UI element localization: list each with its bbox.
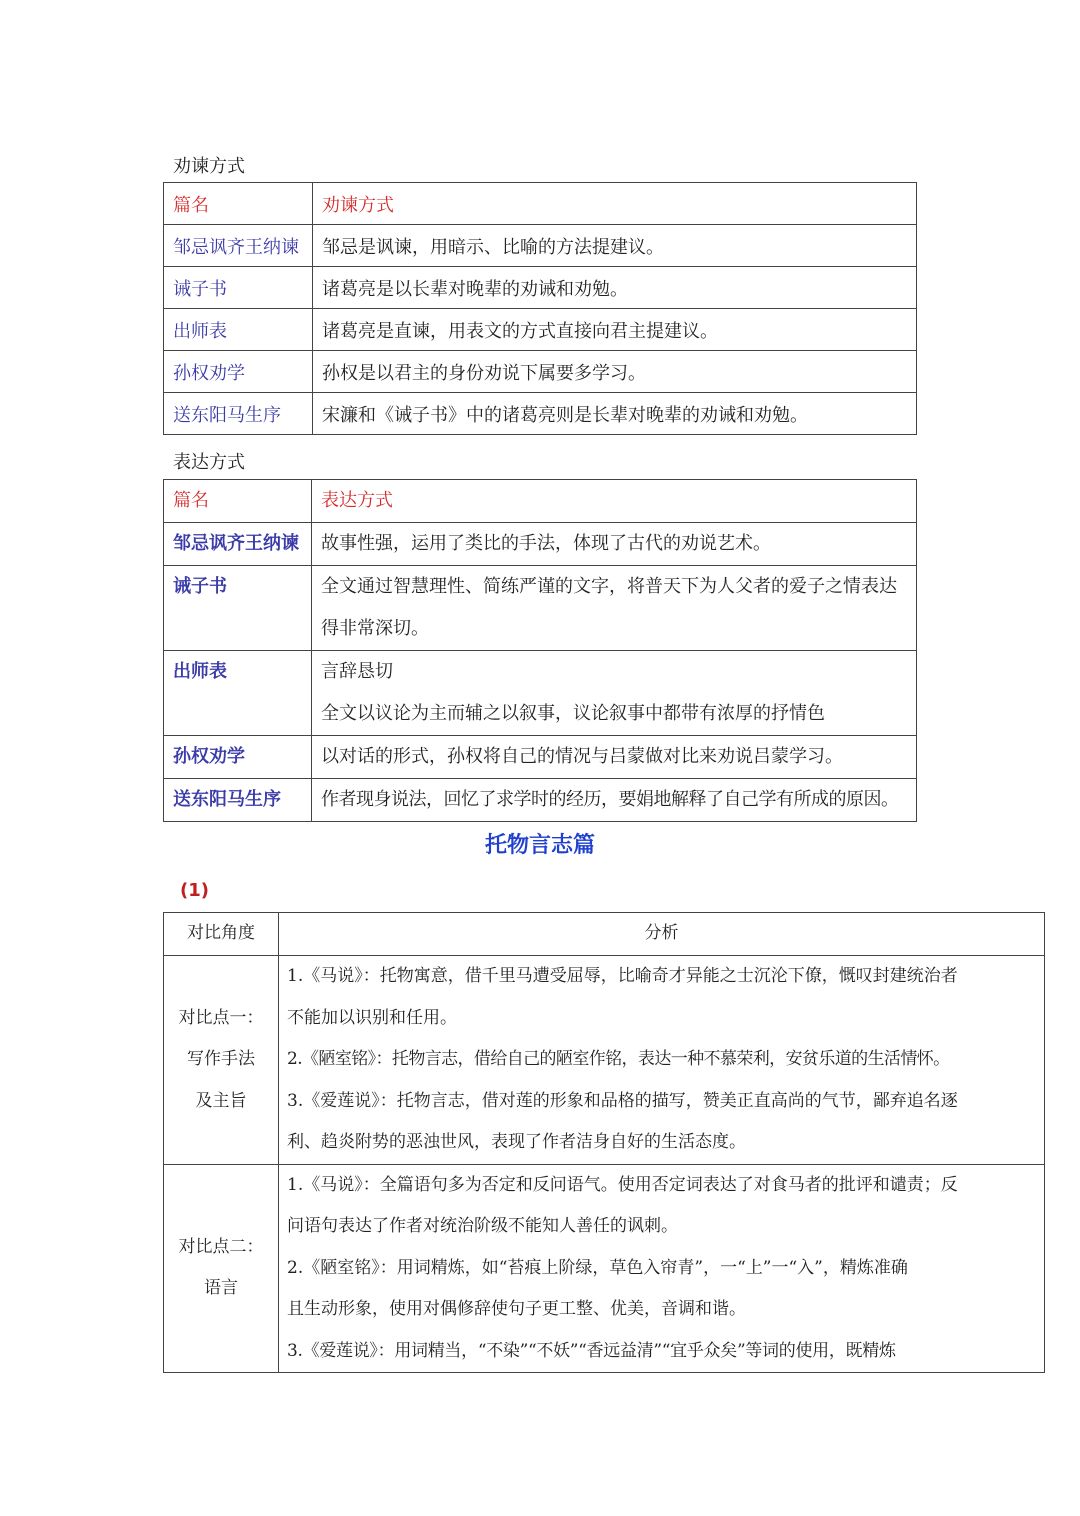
table-row	[164, 267, 917, 309]
work-title: 诫子书	[164, 267, 313, 309]
header-cell: 篇名	[164, 183, 313, 225]
text-line: 2.《陋室铭》：托物言志，借给自己的陋室作铭，表达一种不慕荣利，安贫乐道的生活情怀。	[287, 1049, 950, 1069]
comparison-label	[164, 956, 279, 1165]
section2-caption: 表达方式	[173, 452, 245, 473]
text-line: 3.《爱莲说》：用词精当，“不染”“不妖”“香远益清”“宜乎众矣”等词的使用，既精炼	[287, 1340, 896, 1361]
text-line: 1.《马说》：托物寓意，借千里马遭受屈辱，比喻奇才异能之士沉沦下僚，慨叹封建统治者	[287, 966, 958, 986]
table-header-row	[164, 913, 1045, 956]
work-title: 孙权劝学	[164, 736, 312, 779]
table-row	[164, 351, 917, 393]
table-header-row	[164, 480, 917, 523]
text-line: 以对话的形式，孙权将自己的情况与吕蒙做对比来劝说吕蒙学习。	[321, 746, 843, 767]
table-cell: 孙权是以君主的身份劝说下属要多学习。	[313, 351, 917, 393]
text-line: 故事性强，运用了类比的手法，体现了古代的劝说艺术。	[321, 533, 771, 554]
table-row	[164, 651, 917, 736]
table-cell	[312, 523, 917, 566]
text-line: 言辞恳切	[321, 661, 393, 682]
table-row	[164, 779, 917, 822]
work-title: 出师表	[164, 651, 312, 736]
table-cell: 诸葛亮是以长辈对晚辈的劝诫和劝勉。	[313, 267, 917, 309]
table-cell	[312, 779, 917, 822]
text-line: 问语句表达了作者对统治阶级不能知人善任的讽刺。	[287, 1216, 678, 1236]
work-title: 邹忌讽齐王纳谏	[164, 523, 312, 566]
header-cell: 对比角度	[164, 913, 279, 956]
table-cell	[312, 651, 917, 736]
header-cell: 表达方式	[312, 480, 917, 523]
table-cell	[312, 566, 917, 651]
text-line: 全文以议论为主而辅之以叙事，议论叙事中都带有浓厚的抒情色	[321, 703, 825, 724]
text-line: 1.《马说》：全篇语句多为否定和反问语气。使用否定词表达了对食马者的批评和谴责；反	[287, 1174, 958, 1195]
persuasion-table	[163, 182, 917, 435]
comparison-label	[164, 1164, 279, 1373]
text-line: 作者现身说法，回忆了求学时的经历，要娟地解释了自己学有所成的原因。	[321, 789, 899, 810]
label-line: 对比点二：	[178, 1236, 264, 1257]
analysis-cell	[279, 956, 1045, 1165]
table-cell: 诸葛亮是直谏，用表文的方式直接向君主提建议。	[313, 309, 917, 351]
table-cell: 宋濂和《诫子书》中的诸葛亮则是长辈对晚辈的劝诫和劝勉。	[313, 393, 917, 435]
text-line: 得非常深切。	[321, 618, 429, 639]
section-title: 托物言志篇	[484, 833, 595, 858]
label-line: 对比点一：	[178, 1007, 264, 1028]
table-cell	[312, 736, 917, 779]
work-title: 诫子书	[164, 566, 312, 651]
text-line: 且生动形象，使用对偶修辞使句子更工整、优美，音调和谐。	[287, 1299, 746, 1319]
work-title: 孙权劝学	[164, 351, 313, 393]
table-row	[164, 956, 1045, 1165]
work-title: 送东阳马生序	[164, 779, 312, 822]
section1-caption: 劝谏方式	[173, 156, 245, 177]
label-line: 及主旨	[195, 1090, 247, 1111]
table-header-row	[164, 183, 917, 225]
text-line: 3.《爱莲说》：托物言志，借对莲的形象和品格的描写，赞美正直高尚的气节，鄙弃追名逐	[287, 1090, 958, 1111]
comparison-table	[163, 912, 1045, 1373]
table-row	[164, 225, 917, 267]
table-row	[164, 393, 917, 435]
table-cell: 邹忌是讽谏，用暗示、比喻的方法提建议。	[313, 225, 917, 267]
label-line: 写作手法	[187, 1049, 255, 1069]
text-line: 2.《陋室铭》：用词精炼，如“苔痕上阶绿，草色入帘青”，一“上”一“入”，精炼准确	[287, 1257, 908, 1278]
section-subtitle: (1)	[180, 880, 209, 901]
text-line: 利、趋炎附势的恶浊世风，表现了作者洁身自好的生活态度。	[287, 1132, 746, 1152]
table-row	[164, 309, 917, 351]
label-line: 语言	[204, 1278, 238, 1299]
table-row	[164, 523, 917, 566]
header-cell: 篇名	[164, 480, 312, 523]
text-line: 全文通过智慧理性、简练严谨的文字，将普天下为人父者的爱子之情表达	[321, 576, 897, 597]
header-cell: 劝谏方式	[313, 183, 917, 225]
work-title: 出师表	[164, 309, 313, 351]
work-title: 送东阳马生序	[164, 393, 313, 435]
expression-table	[163, 479, 917, 822]
analysis-cell	[279, 1164, 1045, 1373]
table-row	[164, 736, 917, 779]
text-line: 不能加以识别和任用。	[287, 1007, 457, 1028]
table-row	[164, 566, 917, 651]
work-title: 邹忌讽齐王纳谏	[164, 225, 313, 267]
table-row	[164, 1164, 1045, 1373]
header-cell: 分析	[279, 913, 1045, 956]
